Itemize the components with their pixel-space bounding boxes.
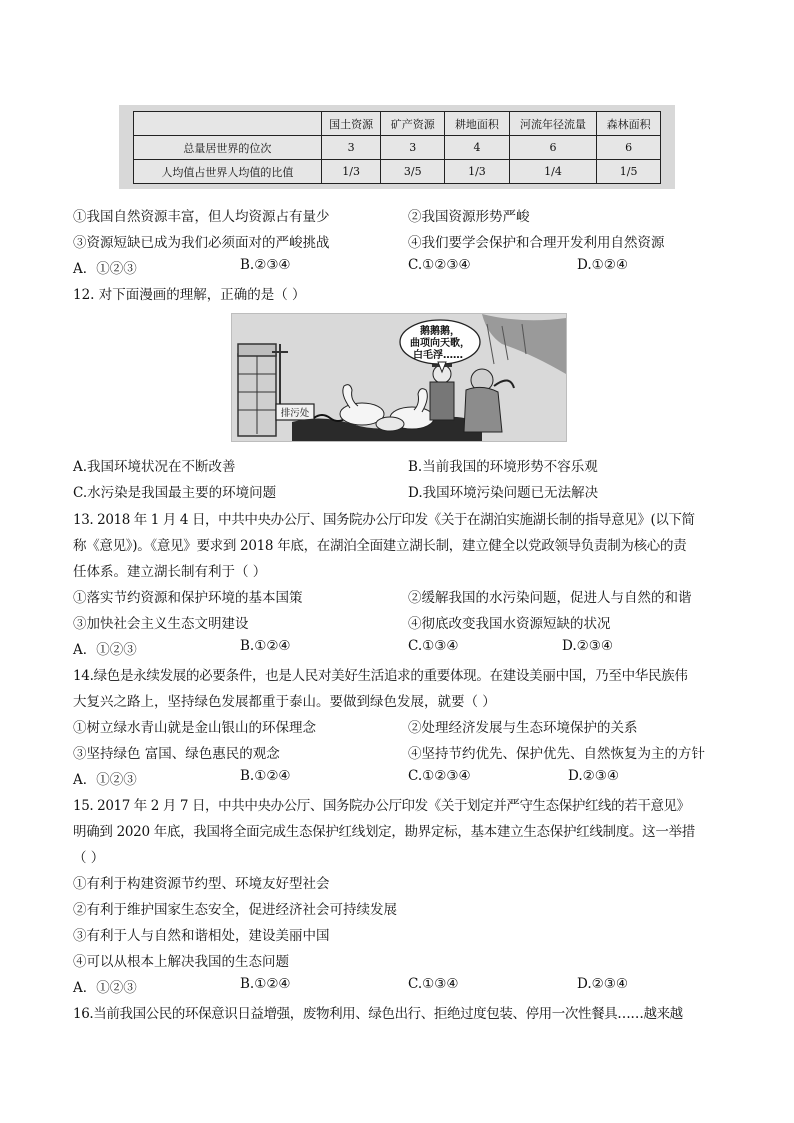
q15-choice-c[interactable]: C.①③④ — [408, 976, 459, 992]
q11-statement: ③资源短缺已成为我们必须面对的严峻挑战 — [73, 235, 330, 251]
q13-choice-c[interactable]: C.①③④ — [408, 638, 459, 654]
q11-statement: ②我国资源形势严峻 — [408, 209, 530, 225]
man-figure — [464, 369, 514, 432]
resource-table — [133, 111, 661, 184]
goose-icon — [340, 385, 384, 425]
q15-stem-line: （ ） — [73, 850, 105, 866]
table-cell: 人均值占世界人均值的比值 — [134, 160, 322, 184]
q13-statement: ④彻底改变我国水资源短缺的状况 — [408, 616, 611, 632]
table-cell: 3/5 — [381, 160, 445, 184]
q11-statement: ①我国自然资源丰富，但人均资源占有量少 — [73, 209, 330, 225]
q13-choice-a[interactable]: A．①②③ — [73, 642, 137, 658]
table-row — [134, 136, 661, 160]
q12-option-b[interactable]: B.当前我国的环境形势不容乐观 — [408, 459, 598, 475]
q15-statement: ③有利于人与自然和谐相处，建设美丽中国 — [73, 928, 330, 944]
q11-choice-d[interactable]: D.①②④ — [577, 257, 628, 273]
sewage-sign-text: 排污处 — [280, 408, 310, 419]
table-cell: 总量居世界的位次 — [134, 136, 322, 160]
q15-stem-line: 15. 2017 年 2 月 7 日，中共中央办公厅、国务院办公厅印发《关于划定并严守生态保护红线的若干意见》 — [73, 798, 690, 814]
q15-choice-b[interactable]: B.①②④ — [240, 976, 291, 992]
table-cell: 4 — [445, 136, 510, 160]
q15-statement: ④可以从根本上解决我国的生态问题 — [73, 954, 289, 970]
table-header-cell: 河流年径流量 — [509, 112, 597, 136]
q15-choice-a[interactable]: A．①②③ — [73, 980, 137, 996]
q11-choice-a[interactable]: A．①②③ — [73, 261, 137, 277]
q14-stem-line: 大复兴之路上，坚持绿色发展都重于泰山。要做到绿色发展，就要（ ） — [73, 694, 496, 710]
table-cell: 3 — [321, 136, 381, 160]
q14-choice-c[interactable]: C.①②③④ — [408, 768, 471, 784]
table-header-cell: 矿产资源 — [381, 112, 445, 136]
q13-statement: ③加快社会主义生态文明建设 — [73, 616, 249, 632]
goose-icon — [376, 417, 404, 431]
table-header-cell: 森林面积 — [597, 112, 661, 136]
q13-statement: ①落实节约资源和保护环境的基本国策 — [73, 590, 303, 606]
table-cell: 1/5 — [597, 160, 661, 184]
q12-stem: 12. 对下面漫画的理解，正确的是（ ） — [73, 287, 306, 303]
q13-stem-line: 称《意见》)。《意见》要求到 2018 年底，在湖泊全面建立湖长制，建立健全以党政领导负责制为核心的责 — [73, 538, 687, 554]
q13-stem-line: 13. 2018 年 1 月 4 日，中共中央办公厅、国务院办公厅印发《关于在湖泊实施湖长制的指导意见》(以下简 — [73, 512, 695, 528]
speech-line: 鹅鹅鹅， — [420, 326, 460, 337]
q12-option-c[interactable]: C.水污染是我国最主要的环境问题 — [73, 485, 277, 501]
q15-statement: ②有利于维护国家生态安全，促进经济社会可持续发展 — [73, 902, 397, 918]
q14-stem-line: 14.绿色是永续发展的必要条件，也是人民对美好生活追求的重要体现。在建设美丽中国，乃至中华民族伟 — [73, 668, 688, 684]
q11-statement: ④我们要学会保护和合理开发利用自然资源 — [408, 235, 665, 251]
q14-choice-d[interactable]: D.②③④ — [568, 768, 619, 784]
table-header-row — [134, 112, 661, 136]
q14-statement: ①树立绿水青山就是金山银山的环保理念 — [73, 720, 316, 736]
table-cell: 1/3 — [321, 160, 381, 184]
q12-option-d[interactable]: D.我国环境污染问题已无法解决 — [408, 485, 599, 501]
q13-stem-line: 任体系。建立湖长制有利于（ ） — [73, 564, 267, 580]
q13-choice-b[interactable]: B.①②④ — [240, 638, 291, 654]
q15-stem-line: 明确到 2020 年底，我国将全面完成生态保护红线划定，勘界定标，基本建立生态保护红线制度。这一举措 — [73, 824, 695, 840]
q11-choice-b[interactable]: B.②③④ — [240, 257, 291, 273]
tree-icon — [482, 314, 566, 374]
table-row — [134, 160, 661, 184]
speech-line: 白毛浮…… — [413, 350, 463, 361]
q14-choice-a[interactable]: A．①②③ — [73, 772, 137, 788]
table-header-cell: 耕地面积 — [445, 112, 510, 136]
q16-stem-line: 16.当前我国公民的环保意识日益增强，废物利用、绿色出行、拒绝过度包装、停用一次性餐具……越来越 — [73, 1006, 683, 1022]
cartoon-drawing — [232, 314, 566, 441]
table-header-cell: 国土资源 — [321, 112, 381, 136]
q12-option-a[interactable]: A.我国环境状况在不断改善 — [73, 459, 236, 475]
q14-statement: ②处理经济发展与生态环境保护的关系 — [408, 720, 638, 736]
pollution-cartoon — [231, 313, 567, 442]
resource-table-scan — [119, 105, 675, 189]
q14-statement: ③坚持绿色 富国、绿色惠民的观念 — [73, 746, 280, 762]
table-header-cell — [134, 112, 322, 136]
q15-choice-d[interactable]: D.②③④ — [577, 976, 628, 992]
table-cell: 1/4 — [509, 160, 597, 184]
q14-statement: ④坚持节约优先、保护优先、自然恢复为主的方针 — [408, 746, 705, 762]
q13-choice-d[interactable]: D.②③④ — [562, 638, 613, 654]
table-cell: 3 — [381, 136, 445, 160]
table-cell: 6 — [509, 136, 597, 160]
q14-choice-b[interactable]: B.①②④ — [240, 768, 291, 784]
q15-statement: ①有利于构建资源节约型、环境友好型社会 — [73, 876, 330, 892]
q11-choice-c[interactable]: C.①②③④ — [408, 257, 471, 273]
table-cell: 1/3 — [445, 160, 510, 184]
table-cell: 6 — [597, 136, 661, 160]
speech-line: 曲项向天歌， — [410, 338, 470, 349]
q13-statement: ②缓解我国的水污染问题，促进人与自然的和谐 — [408, 590, 692, 606]
